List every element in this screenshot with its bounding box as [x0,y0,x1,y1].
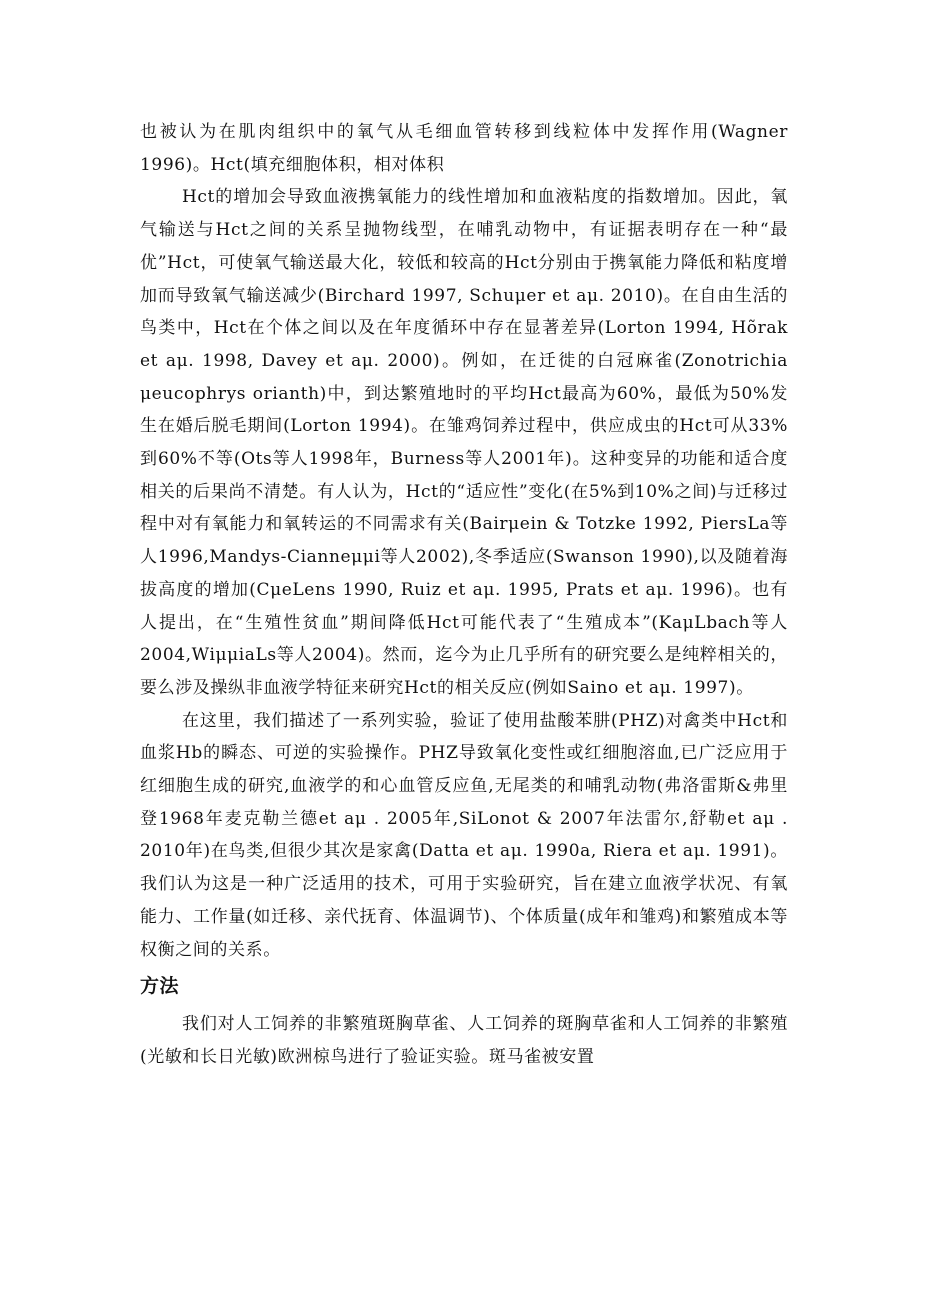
paragraph-methods-intro: 我们对人工饲养的非繁殖斑胸草雀、人工饲养的斑胸草雀和人工饲养的非繁殖(光敏和长日光敏)欧洲椋鸟进行了验证实验。斑马雀被安置 [140,1014,788,1067]
document-page [140,116,788,1074]
section-heading-methods: 方法 [140,975,180,998]
paragraph-hct-variation: Hct的增加会导致血液携氧能力的线性增加和血液粘度的指数增加。因此，氧气输送与Hct之间的关系呈抛物线型，在哺乳动物中，有证据表明存在一种“最优”Hct，可使氧气输送最大化，较低和较高的Hct分别由于携氧能力降低和粘度增加而导致氧气输送减少(Birchard 1997, Schuμer et aμ. 2010)。在自由生活的鸟类中，Hct在个体之间以及在年度循环中存在显著差异(Lorton 1994, Hõrak et aμ. 1998, Davey et aμ. 2000)。例如，在迁徙的白冠麻雀(Zonotrichia μeucophrys orianth)中，到达繁殖地时的平均Hct最高为60%，最低为50%发生在婚后脱毛期间(Lorton 1994)。在雏鸡饲养过程中，供应成虫的Hct可从33%到60%不等(Ots等人1998年，Burness等人2001年)。这种变异的功能和适合度相关的后果尚不清楚。有人认为，Hct的“适应性”变化(在5%到10%之间)与迁移过程中对有氧能力和氧转运的不同需求有关(Bairμein & Totzke 1992, PiersLa等人1996,Mandys-Cianneμμi等人2002),冬季适应(Swanson 1990),以及随着海拔高度的增加(CμeLens 1990, Ruiz et aμ. 1995, Prats et aμ. 1996)。也有人提出，在“生殖性贫血”期间降低Hct可能代表了“生殖成本”(KaμLbach等人2004,WiμμiaLs等人2004)。然而，迄今为止几乎所有的研究要么是纯粹相关的，要么涉及操纵非血液学特征来研究Hct的相关反应(例如Saino et aμ. 1997)。 [140,187,788,698]
paragraph-phz-experiments: 在这里，我们描述了一系列实验，验证了使用盐酸苯肼(PHZ)对禽类中Hct和血浆Hb的瞬态、可逆的实验操作。PHZ导致氧化变性或红细胞溶血,已广泛应用于红细胞生成的研究,血液学的和心血管反应鱼,无尾类的和哺乳动物(弗洛雷斯&弗里登1968年麦克勒兰德et aμ . 2005年,SiLonot & 2007年法雷尔,舒勒et aμ . 2010年)在鸟类,但很少其次是家禽(Datta et aμ. 1990a, Riera et aμ. 1991)。我们认为这是一种广泛适用的技术，可用于实验研究，旨在建立血液学状况、有氧能力、工作量(如迁移、亲代抚育、体温调节)、个体质量(成年和雏鸡)和繁殖成本等权衡之间的关系。 [140,710,788,960]
paragraph-oxygen-transport: 也被认为在肌肉组织中的氧气从毛细血管转移到线粒体中发挥作用(Wagner 1996)。Hct(填充细胞体积，相对体积 [140,122,788,175]
